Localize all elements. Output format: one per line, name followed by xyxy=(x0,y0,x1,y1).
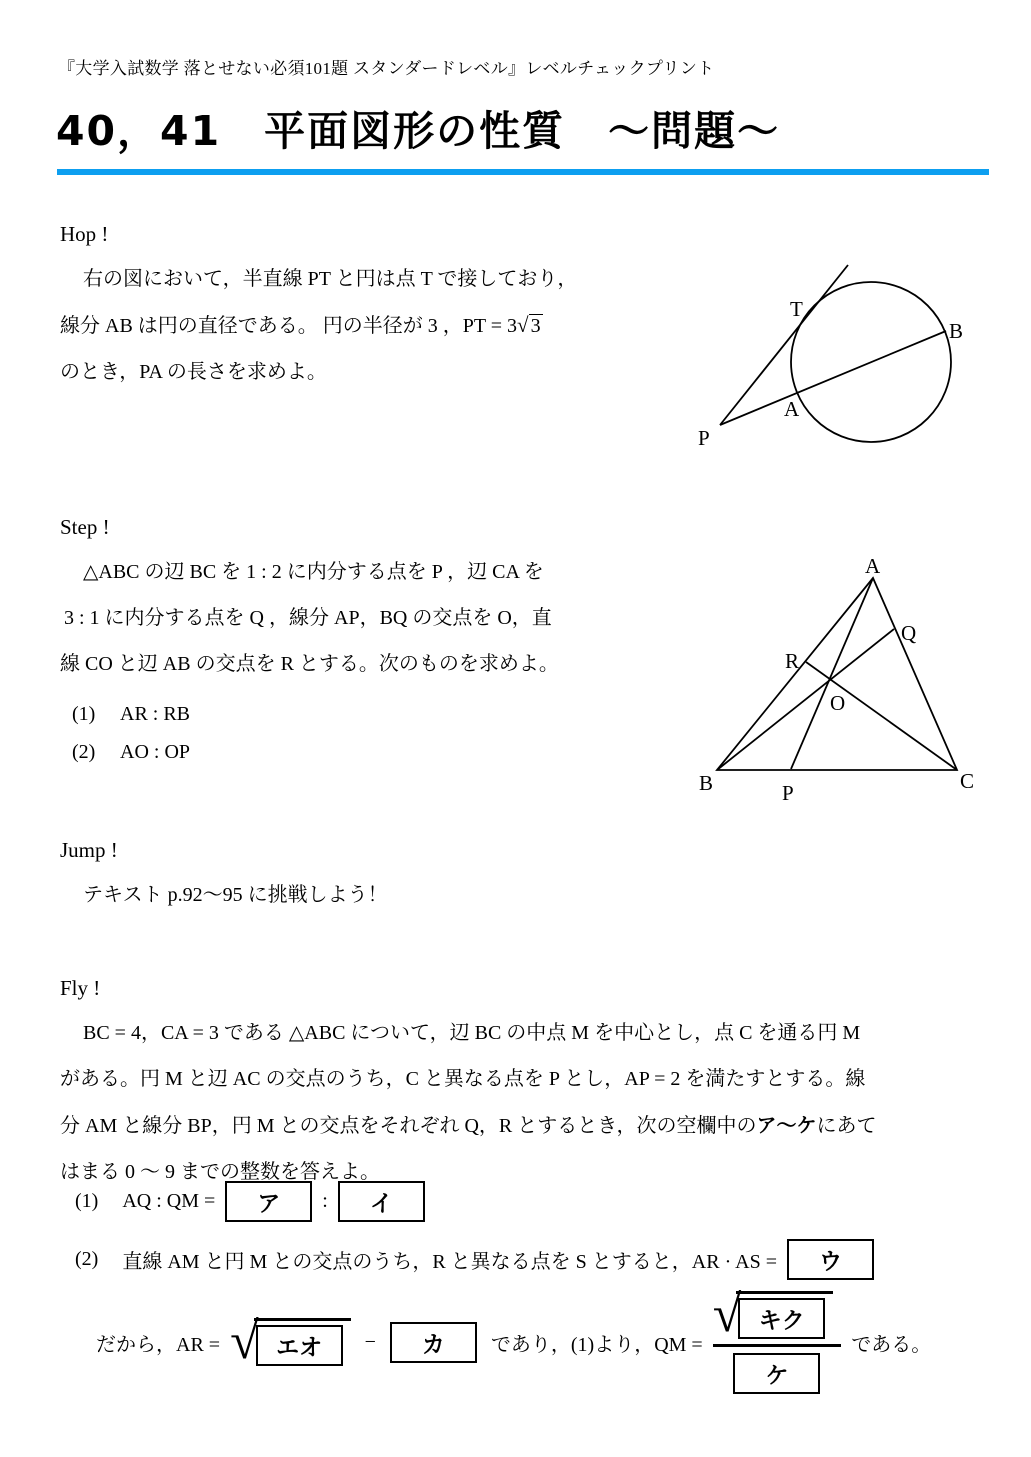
item-text: AR : RB xyxy=(120,703,191,725)
point-label-Q: Q xyxy=(901,621,917,645)
point-label-A: A xyxy=(784,397,800,421)
cevian-BQ xyxy=(717,629,894,770)
point-label-P: P xyxy=(782,781,794,805)
step-items xyxy=(60,695,559,771)
fly-question-1 xyxy=(75,1180,425,1222)
cevian-AP xyxy=(791,578,873,769)
answer-box-eo[interactable]: エオ xyxy=(256,1325,343,1366)
point-label-O: O xyxy=(830,691,846,715)
fly-formula-line xyxy=(96,1283,931,1401)
answer-box-kiku[interactable]: キク xyxy=(738,1298,825,1339)
formula-pre: だから，AR = xyxy=(96,1333,221,1356)
minus-sign: − xyxy=(364,1330,376,1353)
fraction xyxy=(712,1285,842,1394)
radical-sign: √ xyxy=(712,1285,742,1343)
fly-section xyxy=(60,976,1000,1195)
step-line-3: 線 CO と辺 AB の交点を R とする。次のものを求めよ。 xyxy=(60,653,559,675)
hop-line-3: のとき，PA の長さを求めよ。 xyxy=(60,361,327,383)
fly-label: Fly ! xyxy=(60,976,101,1000)
ratio-colon: : xyxy=(322,1189,328,1212)
point-label-P: P xyxy=(698,426,710,450)
formula-post: である。 xyxy=(851,1333,932,1356)
fly-question-2 xyxy=(75,1238,874,1280)
answer-box-i[interactable]: イ xyxy=(338,1181,425,1222)
fraction-numerator xyxy=(712,1285,842,1347)
item-text: AO : OP xyxy=(120,741,191,763)
triangle-cevian-diagram xyxy=(690,553,990,803)
question-text: 直線 AM と円 M との交点のうち，R と異なる点を S とすると，AR · AS = xyxy=(122,1250,777,1273)
hop-label: Hop ! xyxy=(60,222,109,246)
item-number: (1) xyxy=(72,703,96,725)
answer-box-u[interactable]: ウ xyxy=(787,1239,874,1280)
point-label-A: A xyxy=(865,554,881,578)
point-label-C: C xyxy=(960,769,975,793)
hop-line-2: 線分 AB は円の直径である。 円の半径が 3 ，PT = 3√ 3 xyxy=(60,313,541,337)
fly-line-4: はまる 0 〜 9 までの整数を答えよ。 xyxy=(60,1161,380,1183)
point-label-R: R xyxy=(785,649,800,673)
radicand xyxy=(254,1318,351,1366)
secant-line-PAB xyxy=(720,331,946,425)
answer-box-a[interactable]: ア xyxy=(225,1181,312,1222)
answer-box-ka[interactable]: カ xyxy=(390,1322,477,1363)
hop-section xyxy=(60,222,577,395)
book-series-header: 『大学入試数学 落とせない必須101題 スタンダードレベル』レベルチェックプリント xyxy=(58,59,715,78)
item-number: (2) xyxy=(72,741,96,763)
fly-line-1: BC = 4，CA = 3 である △ABC について，辺 BC の中点 M を中心とし，点 C を通る円 M xyxy=(83,1022,861,1044)
formula-mid: であり，(1)より，QM = xyxy=(490,1333,703,1356)
step-line-2: 3 : 1 に内分する点を Q ，線分 AP，BQ の交点を O，直 xyxy=(64,607,552,629)
fly-line-3: 分 AM と線分 BP，円 M との交点をそれぞれ Q，R とするとき，次の空欄中のア〜ケにあて xyxy=(60,1113,877,1137)
radicand: 3 xyxy=(530,315,541,337)
radicand xyxy=(736,1291,833,1339)
point-label-B: B xyxy=(699,771,714,795)
point-label-T: T xyxy=(790,297,803,321)
step-line-1: △ABC の辺 BC を 1 : 2 に内分する点を P ，辺 CA を xyxy=(83,561,544,583)
jump-line-1: テキスト p.92〜95 に挑戦しよう！ xyxy=(83,884,388,906)
step-section xyxy=(60,515,559,771)
answer-box-ke[interactable]: ケ xyxy=(733,1353,820,1394)
fly-line-2: がある。円 M と辺 AC の交点のうち，C と異なる点を P とし，AP = 2 を満たすとする。線 xyxy=(60,1068,866,1090)
jump-label: Jump ! xyxy=(60,838,118,862)
radical-sign: √ xyxy=(517,313,529,337)
tangent-circle-diagram xyxy=(690,253,990,458)
page-title: 40，41 平面図形の性質 〜問題〜 xyxy=(56,107,781,155)
sqrt-expression xyxy=(230,1313,351,1370)
step-item-2 xyxy=(60,733,559,771)
radical-sign: √ xyxy=(230,1313,259,1370)
step-item-1 xyxy=(60,695,559,733)
jump-section xyxy=(60,838,388,918)
hop-line-1: 右の図において，半直線 PT と円は点 T で接しており， xyxy=(83,268,578,290)
point-label-B: B xyxy=(949,319,964,343)
inline-sqrt xyxy=(517,315,543,337)
question-number: (2) xyxy=(75,1247,99,1270)
question-number: (1) xyxy=(75,1189,99,1212)
question-lhs: AQ : QM = xyxy=(122,1189,216,1212)
title-accent-rule xyxy=(57,169,989,175)
step-label: Step ! xyxy=(60,515,110,539)
bold-blank-range: ア〜ケ xyxy=(756,1113,817,1137)
fraction-denominator xyxy=(733,1347,820,1394)
